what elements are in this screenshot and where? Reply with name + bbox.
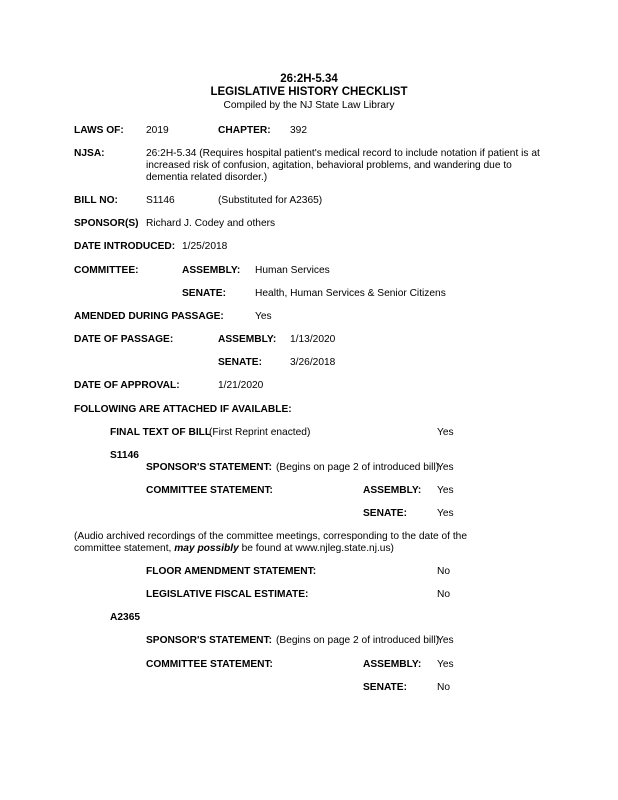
s1146-committee-statement-label: COMMITTEE STATEMENT: [146, 485, 273, 496]
passage-assembly-value: 1/13/2020 [290, 334, 336, 345]
date-introduced-value: 1/25/2018 [182, 241, 228, 252]
audio-archive-note [74, 531, 514, 555]
date-of-passage-label: DATE OF PASSAGE: [74, 334, 174, 345]
fiscal-estimate-value: No [437, 589, 451, 600]
a2365-sponsor-statement-label: SPONSOR'S STATEMENT: [146, 635, 272, 646]
chapter-value: 392 [290, 125, 307, 136]
committee-senate-label: SENATE: [182, 288, 226, 299]
final-text-value: Yes [437, 427, 454, 438]
fiscal-estimate-label: LEGISLATIVE FISCAL ESTIMATE: [146, 589, 309, 600]
laws-of-value: 2019 [146, 125, 169, 136]
s1146-committee-senate-value: Yes [437, 508, 454, 519]
a2365-bill-label: A2365 [110, 612, 141, 623]
a2365-committee-assembly-label: ASSEMBLY: [363, 659, 422, 670]
sponsors-label: SPONSOR(S) [74, 218, 139, 229]
floor-amendment-label: FLOOR AMENDMENT STATEMENT: [146, 566, 317, 577]
njsa-label: NJSA: [74, 148, 105, 159]
audio-note-emphasis: may possibly [174, 543, 239, 554]
amended-value: Yes [255, 311, 272, 322]
statute-heading: 26:2H-5.34 [280, 73, 338, 85]
date-of-approval-label: DATE OF APPROVAL: [74, 380, 180, 391]
s1146-sponsor-statement-note: (Begins on page 2 of introduced bill) [276, 462, 440, 473]
a2365-committee-senate-label: SENATE: [363, 682, 407, 693]
s1146-sponsor-statement-label: SPONSOR'S STATEMENT: [146, 462, 272, 473]
a2365-committee-statement-label: COMMITTEE STATEMENT: [146, 659, 273, 670]
committee-assembly-label: ASSEMBLY: [182, 265, 241, 276]
page-title: LEGISLATIVE HISTORY CHECKLIST [210, 86, 408, 98]
laws-of-label: LAWS OF: [74, 125, 124, 136]
a2365-sponsor-statement-value: Yes [437, 635, 454, 646]
final-text-note: (First Reprint enacted) [209, 427, 311, 438]
s1146-committee-senate-label: SENATE: [363, 508, 407, 519]
passage-assembly-label: ASSEMBLY: [218, 334, 277, 345]
a2365-committee-assembly-value: Yes [437, 659, 454, 670]
s1146-committee-assembly-label: ASSEMBLY: [363, 485, 422, 496]
date-of-approval-value: 1/21/2020 [218, 380, 264, 391]
date-introduced-label: DATE INTRODUCED: [74, 241, 176, 252]
bill-substituted-note: (Substituted for A2365) [218, 195, 323, 206]
attached-heading: FOLLOWING ARE ATTACHED IF AVAILABLE: [74, 404, 292, 415]
s1146-sponsor-statement-value: Yes [437, 462, 454, 473]
chapter-label: CHAPTER: [218, 125, 271, 136]
a2365-committee-senate-value: No [437, 682, 451, 693]
passage-senate-value: 3/26/2018 [290, 357, 336, 368]
committee-assembly-value: Human Services [255, 265, 330, 276]
s1146-bill-label: S1146 [110, 450, 139, 461]
compiled-by: Compiled by the NJ State Law Library [223, 100, 395, 111]
committee-senate-value: Health, Human Services & Senior Citizens [255, 288, 446, 299]
amended-label: AMENDED DURING PASSAGE: [74, 311, 224, 322]
s1146-committee-assembly-value: Yes [437, 485, 454, 496]
njsa-description: 26:2H-5.34 (Requires hospital patient's medical record to include notation if patient is at increased risk of confusion, agitation, behavioral problems, and wandering due to dementia related disorder.) [146, 148, 540, 183]
bill-no-label: BILL NO: [74, 195, 118, 206]
final-text-label: FINAL TEXT OF BILL [110, 427, 212, 438]
committee-label: COMMITTEE: [74, 265, 139, 276]
sponsors-value: Richard J. Codey and others [146, 218, 276, 229]
audio-note-text-start: (Audio archived recordings of the committee meetings, corresponding to the date of the committee statement, [74, 531, 468, 554]
bill-no-value: S1146 [146, 195, 175, 206]
a2365-sponsor-statement-note: (Begins on page 2 of introduced bill) [276, 635, 440, 646]
audio-note-text-end: be found at www.njleg.state.nj.us) [238, 543, 394, 554]
floor-amendment-value: No [437, 566, 451, 577]
passage-senate-label: SENATE: [218, 357, 262, 368]
